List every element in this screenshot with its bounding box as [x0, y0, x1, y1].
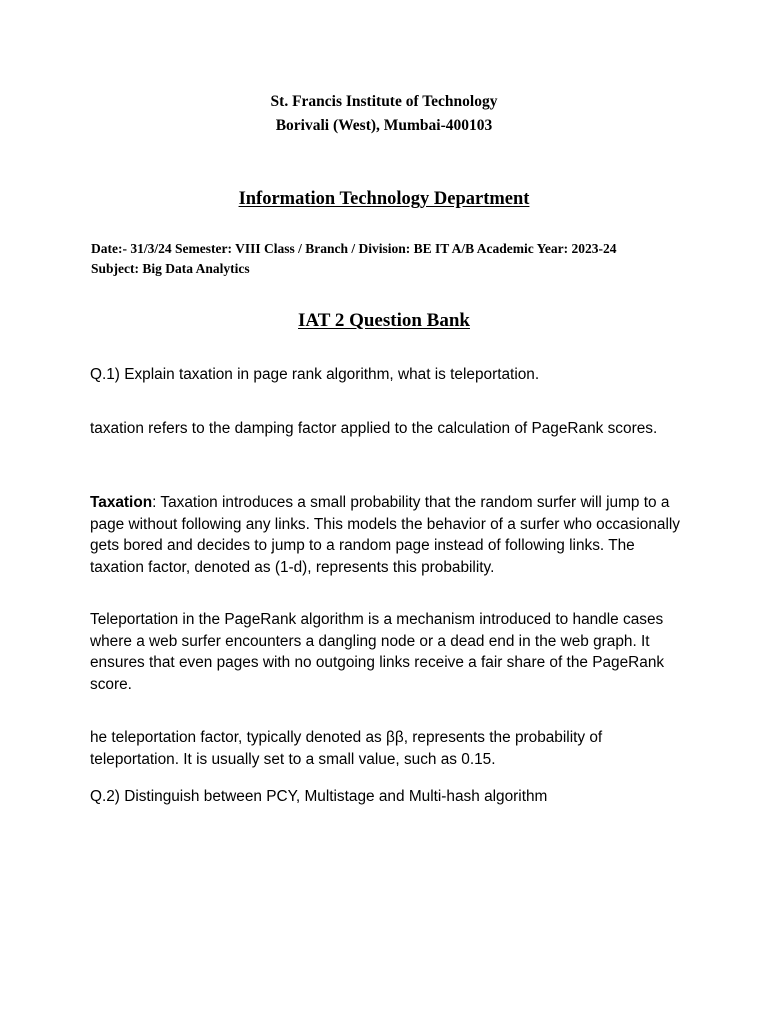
question-2: Q.2) Distinguish between PCY, Multistage and Multi-hash algorithm [90, 788, 548, 805]
taxation-definition-paragraph: taxation refers to the damping factor applied to the calculation of PageRank scores. [90, 420, 658, 437]
taxation-body: : Taxation introduces a small probability that the random surfer will jump to a page without following any links. This models the behavior of a surfer who occasionally gets bored and decides to jump to a random page instead of following links. The taxation factor, denoted as (1-d), represents this probability. [90, 494, 681, 576]
institute-name: St. Francis Institute of Technology [270, 93, 498, 110]
teleportation-factor-paragraph: he teleportation factor, typically denoted as ββ, represents the probability of teleportation. It is usually set to a small value, such as 0.15. [90, 729, 603, 768]
taxation-paragraph [90, 492, 690, 578]
question-bank-title: IAT 2 Question Bank [298, 310, 470, 331]
taxation-term: Taxation [90, 494, 153, 511]
question-1: Q.1) Explain taxation in page rank algorithm, what is teleportation. [90, 366, 540, 383]
exam-meta-line: Date:- 31/3/24 Semester: VIII Class / Branch / Division: BE IT A/B Academic Year: 2023-24 [91, 241, 617, 256]
teleportation-paragraph: Teleportation in the PageRank algorithm is a mechanism introduced to handle cases where a web surfer encounters a dangling node or a dead end in the web graph. It ensures that even pages with no outgoing links receive a fair share of the PageRank score. [90, 611, 665, 693]
department-heading: Information Technology Department [238, 189, 530, 209]
institute-address: Borivali (West), Mumbai-400103 [275, 117, 493, 134]
subject-line: Subject: Big Data Analytics [91, 261, 250, 276]
